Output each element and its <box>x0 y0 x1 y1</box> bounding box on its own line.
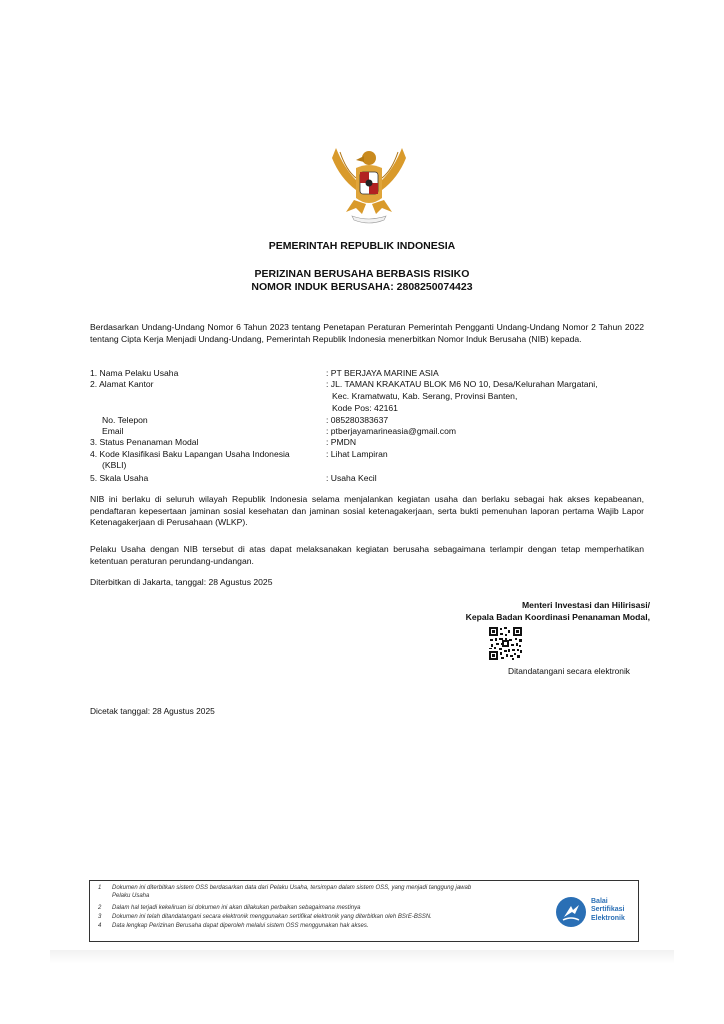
nib-number-heading: NOMOR INDUK BERUSAHA: 2808250074423 <box>251 281 473 293</box>
signatory-title-line2: Kepala Badan Koordinasi Penanaman Modal, <box>465 612 650 622</box>
kbli-label-abbrev: (KBLI) <box>102 460 127 470</box>
investment-status-value: : PMDN <box>326 437 357 447</box>
bsre-logo-icon <box>555 896 587 928</box>
intro-paragraph: Berdasarkan Undang-Undang Nomor 6 Tahun 2023 tentang Penetapan Peraturan Pemerintah Pengganti Undang-Undang Nomor 2 Tahun 2022 tentang Cipta Kerja Menjadi Undang-Undang, Pemerintah Republik Indonesia menerbitkan Nomor Induk Berusaha (NIB) kepada. <box>90 322 644 344</box>
address-value-line1: : JL. TAMAN KRAKATAU BLOK M6 NO 10, Desa/Kelurahan Margatani, <box>326 379 598 389</box>
validity-paragraph: NIB ini berlaku di seluruh wilayah Republik Indonesia selama menjalankan kegiatan usaha dan berlaku sebagai hak akses kepabeanan, pendaftaran kepesertaan jaminan sosial kesehatan dan jaminan sosial ketenagakerjaan, serta bukti pemenuhan laporan pertama Wajib Lapor Ketenagakerjaan di Perusahaan (WLKP). <box>90 494 644 528</box>
qr-code-icon <box>488 626 523 661</box>
electronic-signature-note: Ditandatangani secara elektronik <box>508 666 630 676</box>
address-value-line2: Kec. Kramatwatu, Kab. Serang, Provinsi Banten, <box>332 391 518 401</box>
kbli-value: : Lihat Lampiran <box>326 449 388 459</box>
phone-label: No. Telepon <box>102 415 148 425</box>
government-heading: PEMERINTAH REPUBLIK INDONESIA <box>268 240 456 252</box>
address-value-line3: Kode Pos: 42161 <box>332 403 398 413</box>
address-label: 2. Alamat Kantor <box>90 379 154 389</box>
name-value: : PT BERJAYA MARINE ASIA <box>326 368 439 378</box>
business-scale-label: 5. Skala Usaha <box>90 473 149 483</box>
page-bottom-shadow <box>50 950 674 964</box>
name-label: 1. Nama Pelaku Usaha <box>90 368 179 378</box>
investment-status-label: 3. Status Penanaman Modal <box>90 437 199 447</box>
document-title: PERIZINAN BERUSAHA BERBASIS RISIKO <box>254 268 470 280</box>
bsre-wordmark: Balai Sertifikasi Elektronik <box>591 898 625 922</box>
business-scale-value: : Usaha Kecil <box>326 473 377 483</box>
phone-value: : 085280383637 <box>326 415 389 425</box>
footer-notes-box: 1 Dokumen ini diterbitkan sistem OSS berdasarkan data dari Pelaku Usaha, tersimpan dalam sistem OSS, yang menjadi tanggung jawab Pelaku Usaha 2 Dalam hal terjadi kekeliruan isi dokumen ini akan dilakukan perbaikan sebagaimana mestinya 3 Dokumen ini telah ditandatangani secara elektronik menggunakan sertifikat elektronik yang diterbitkan oleh BSrE-BSSN. 4 Data lengkap Perizinan Berusaha dapat diperoleh melalui sistem OSS menggunakan hak akses. Balai Sertifikasi Elektronik <box>89 880 639 942</box>
garuda-pancasila-emblem-icon <box>326 138 412 226</box>
issued-place-date: Diterbitkan di Jakarta, tanggal: 28 Agustus 2025 <box>90 577 273 587</box>
bsre-logo <box>555 896 639 930</box>
signatory-title-line1: Menteri Investasi dan Hilirisasi/ <box>522 600 650 610</box>
obligation-paragraph: Pelaku Usaha dengan NIB tersebut di atas dapat melaksanakan kegiatan berusaha sebagaimana terlampir dengan tetap memperhatikan ketentuan peraturan perundang-undangan. <box>90 544 644 566</box>
email-value: : ptberjayamarineasia@gmail.com <box>326 426 457 436</box>
email-label: Email <box>102 426 124 436</box>
printed-date: Dicetak tanggal: 28 Agustus 2025 <box>90 706 215 716</box>
kbli-label: 4. Kode Klasifikasi Baku Lapangan Usaha Indonesia <box>90 449 290 459</box>
